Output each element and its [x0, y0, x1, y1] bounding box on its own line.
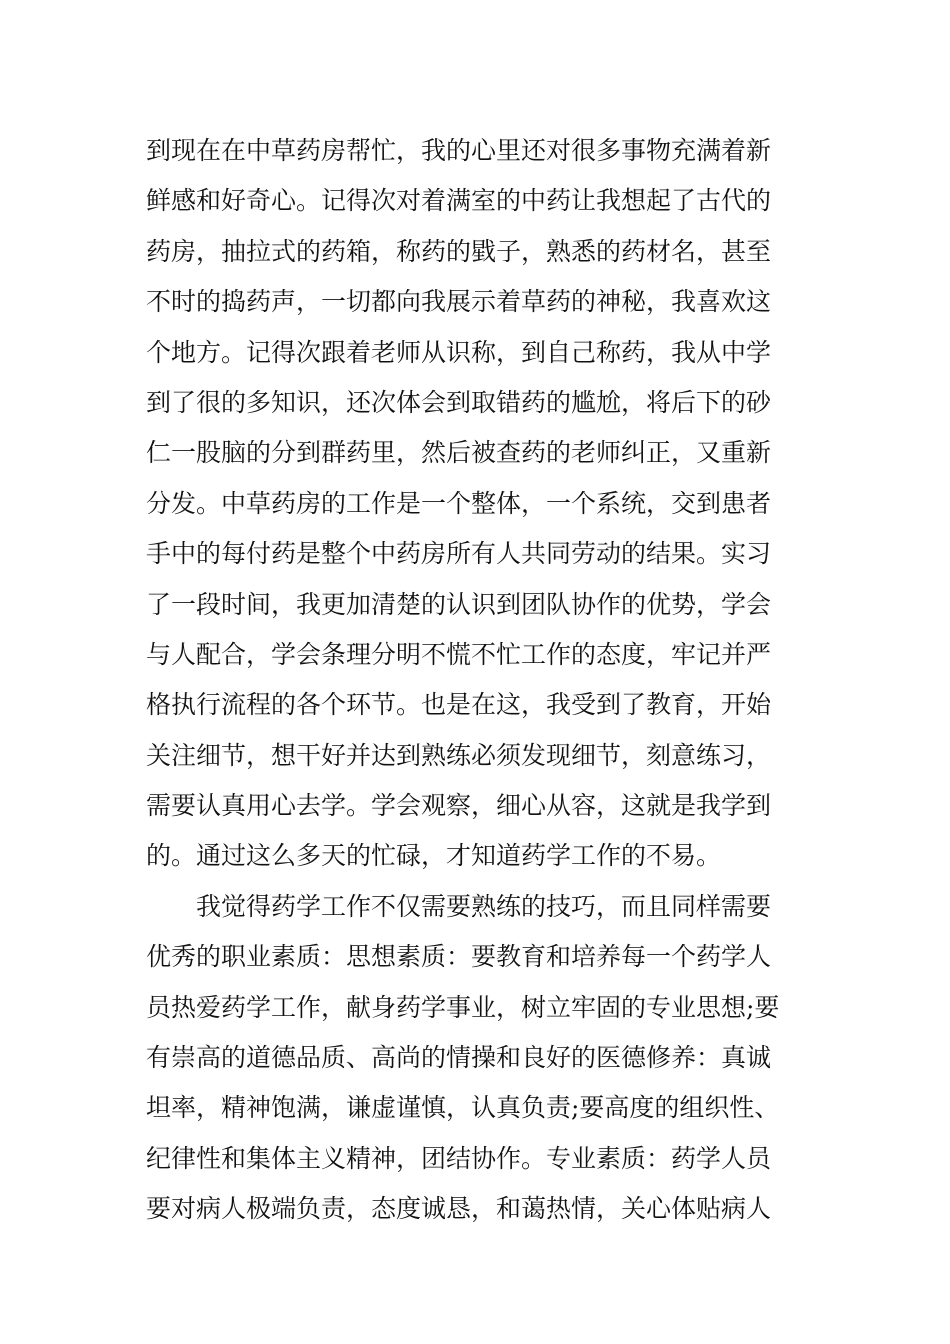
text-line: 要对病人极端负责，态度诚恳，和蔼热情，关心体贴病人: [146, 1194, 772, 1224]
text-line: 手中的每付药是整个中药房所有人共同劳动的结果。实习: [146, 539, 772, 569]
body-text: [146, 126, 816, 1235]
text-line: 优秀的职业素质：思想素质：要教育和培养每一个药学人: [146, 942, 772, 972]
text-line: 与人配合，学会条理分明不慌不忙工作的态度，牢记并严: [146, 639, 772, 669]
text-line: 到了很的多知识，还次体会到取错药的尴尬，将后下的砂: [146, 387, 772, 417]
text-line: 药房，抽拉式的药箱，称药的戥子，熟悉的药材名，甚至: [146, 236, 772, 266]
text-line: 不时的捣药声，一切都向我展示着草药的神秘，我喜欢这: [146, 287, 772, 317]
text-line: 关注细节，想干好并达到熟练必须发现细节，刻意练习，: [146, 740, 772, 770]
text-line: 坦率，精神饱满，谦虚谨慎，认真负责;要高度的组织性、: [146, 1093, 780, 1123]
text-line: 员热爱药学工作，献身药学事业，树立牢固的专业思想;要: [146, 992, 780, 1022]
text-line: 格执行流程的各个环节。也是在这，我受到了教育，开始: [146, 690, 772, 720]
text-line: 分发。中草药房的工作是一个整体，一个系统，交到患者: [146, 488, 772, 518]
text-line: 个地方。记得次跟着老师从识称，到自己称药，我从中学: [146, 337, 772, 367]
text-line: 仁一股脑的分到群药里，然后被查药的老师纠正，又重新: [146, 438, 772, 468]
text-line: 的。通过这么多天的忙碌，才知道药学工作的不易。: [146, 841, 722, 871]
text-line: 到现在在中草药房帮忙，我的心里还对很多事物充满着新: [146, 136, 772, 165]
text-line: 鲜感和好奇心。记得次对着满室的中药让我想起了古代的: [146, 186, 772, 216]
text-line: 了一段时间，我更加清楚的认识到团队协作的优势，学会: [146, 589, 772, 619]
text-line: 有崇高的道德品质、高尚的情操和良好的医德修养：真诚: [146, 1043, 772, 1073]
text-line: 需要认真用心去学。学会观察，细心从容，这就是我学到: [146, 791, 772, 821]
paragraph-first-line: 我觉得药学工作不仅需要熟练的技巧，而且同样需要: [196, 891, 772, 921]
text-line: 纪律性和集体主义精神，团结协作。专业素质：药学人员: [146, 1143, 772, 1173]
